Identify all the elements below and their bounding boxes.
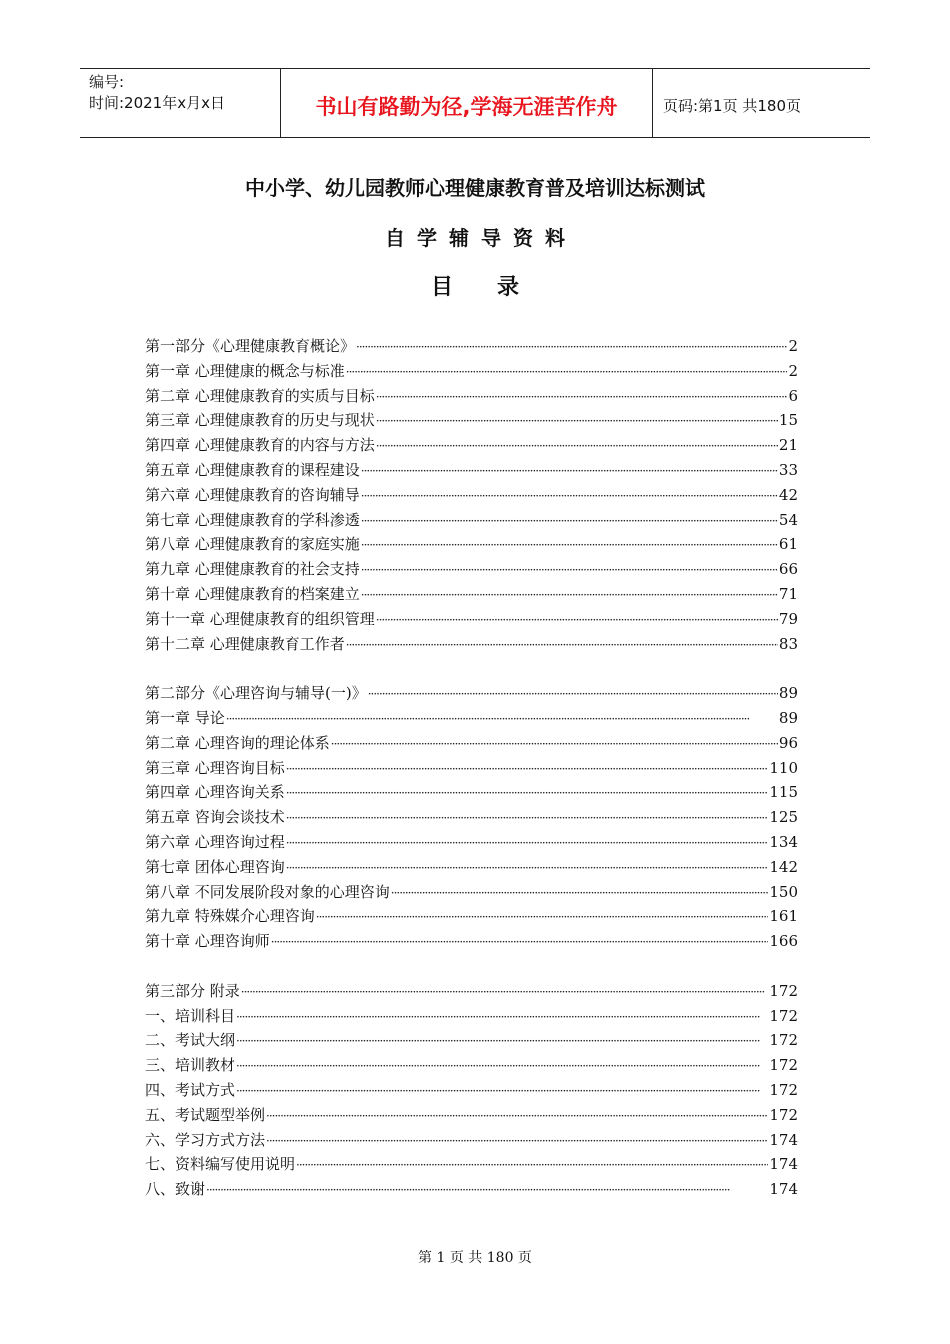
toc-entry-page: 172 <box>769 1080 798 1099</box>
toc-entry-page: 150 <box>769 882 798 901</box>
toc-entry-label: 第二章 心理咨询的理论体系 <box>145 733 330 752</box>
toc-entry-label: 第八章 心理健康教育的家庭实施 <box>145 535 360 554</box>
toc-entry-label: 第四章 心理咨询关系 <box>145 783 285 802</box>
toc-entry[interactable] <box>145 582 798 607</box>
toc-entry[interactable] <box>145 1152 798 1177</box>
toc-heading: 目录 <box>430 275 563 300</box>
toc-entry-label: 第三章 心理咨询目标 <box>145 758 285 777</box>
toc-entry-label: 第一章 心理健康的概念与标准 <box>145 361 345 380</box>
toc-entry-page: 89 <box>778 708 798 727</box>
toc-entry[interactable] <box>145 830 798 855</box>
toc-leader-dots <box>296 1153 768 1178</box>
toc-entry[interactable] <box>145 458 798 483</box>
toc-entry-label: 第十章 心理健康教育的档案建立 <box>145 584 360 603</box>
toc-entry[interactable] <box>145 384 798 409</box>
toc-entry-page: 134 <box>769 832 798 851</box>
toc-leader-dots <box>376 434 778 459</box>
toc-entry-label: 三、培训教材 <box>145 1056 236 1075</box>
toc-entry[interactable] <box>145 904 798 929</box>
document-subtitle: 自学辅导资料 <box>385 226 577 250</box>
toc-entry-label: 第七章 心理健康教育的学科渗透 <box>145 510 360 529</box>
toc-entry[interactable] <box>145 508 798 533</box>
toc-leader-dots <box>241 980 769 1005</box>
toc-leader-dots <box>206 1178 768 1203</box>
date-label: 时间:2021年x月x日 <box>89 94 225 112</box>
toc-entry-label: 七、资料编写使用说明 <box>145 1155 296 1174</box>
toc-leader-dots <box>361 509 778 534</box>
toc-leader-dots <box>271 930 769 955</box>
toc-entry-label: 第二章 心理健康教育的实质与目标 <box>145 386 375 405</box>
toc-leader-dots <box>361 459 778 484</box>
toc-entry-label: 第二部分《心理咨询与辅导(一)》 <box>145 684 367 703</box>
toc-entry-page: 115 <box>769 783 798 802</box>
toc-section-part1 <box>145 334 798 656</box>
toc-entry-page: 172 <box>769 1056 798 1075</box>
toc-entry-page: 174 <box>769 1130 798 1149</box>
toc-entry[interactable] <box>145 557 798 582</box>
toc-entry[interactable] <box>145 880 798 905</box>
toc-entry[interactable] <box>145 607 798 632</box>
toc-entry[interactable] <box>145 1004 798 1029</box>
toc-leader-dots <box>286 831 769 856</box>
toc-entry[interactable] <box>145 1028 798 1053</box>
toc-entry-label: 第十二章 心理健康教育工作者 <box>145 634 345 653</box>
toc-leader-dots <box>361 558 778 583</box>
toc-entry-page: 172 <box>769 1031 798 1050</box>
toc-entry-page: 54 <box>778 510 798 529</box>
toc-entry[interactable] <box>145 681 798 706</box>
toc-entry-page: 79 <box>778 609 798 628</box>
toc-entry-label: 一、培训科目 <box>145 1006 236 1025</box>
toc-leader-dots <box>361 533 778 558</box>
toc-entry[interactable] <box>145 433 798 458</box>
toc-entry[interactable] <box>145 706 798 731</box>
toc-entry-page: 96 <box>778 733 798 752</box>
toc-entry-page: 110 <box>769 758 798 777</box>
header-meta <box>80 69 280 137</box>
toc-leader-dots <box>286 781 769 806</box>
toc-entry[interactable] <box>145 979 798 1004</box>
document-title: 中小学、幼儿园教师心理健康教育普及培训达标测试 <box>245 176 705 200</box>
toc-entry-page: 61 <box>778 535 798 554</box>
toc-entry[interactable] <box>145 632 798 657</box>
toc-spacer <box>145 954 798 979</box>
toc-entry-label: 六、学习方式方法 <box>145 1130 266 1149</box>
toc-entry[interactable] <box>145 532 798 557</box>
toc-leader-dots <box>286 806 769 831</box>
toc-entry[interactable] <box>145 359 798 384</box>
toc-leader-dots <box>316 905 769 930</box>
toc-leader-dots <box>236 1029 768 1054</box>
toc-entry-label: 第一部分《心理健康教育概论》 <box>145 337 356 355</box>
toc-leader-dots <box>236 1054 768 1079</box>
toc-entry[interactable] <box>145 483 798 508</box>
toc-leader-dots <box>236 1079 768 1104</box>
toc-leader-dots <box>346 360 788 385</box>
toc-entry[interactable] <box>145 1128 798 1153</box>
toc-leader-dots <box>286 856 769 881</box>
toc-section-part3 <box>145 979 798 1202</box>
header-table <box>80 68 870 138</box>
toc-entry[interactable] <box>145 1103 798 1128</box>
toc-entry-page: 174 <box>769 1155 798 1174</box>
toc-leader-dots <box>356 335 787 360</box>
toc-leader-dots <box>368 682 778 707</box>
toc-entry-label: 第六章 心理咨询过程 <box>145 832 285 851</box>
toc-entry-label: 第八章 不同发展阶段对象的心理咨询 <box>145 882 390 901</box>
toc-leader-dots <box>391 881 769 906</box>
toc-entry-label: 第三章 心理健康教育的历史与现状 <box>145 411 375 430</box>
toc-entry-page: 125 <box>769 808 798 827</box>
toc-entry-label: 第四章 心理健康教育的内容与方法 <box>145 436 375 455</box>
page-footer: 第 1 页 共 180 页 <box>418 1250 532 1266</box>
toc-entry-page: 89 <box>778 684 798 703</box>
toc-entry-label: 第十一章 心理健康教育的组织管理 <box>145 609 375 628</box>
toc-leader-dots <box>236 1005 768 1030</box>
toc-leader-dots <box>376 385 788 410</box>
toc-section-part2 <box>145 681 798 954</box>
toc-entry-label: 二、考试大纲 <box>145 1031 236 1050</box>
toc-entry-page: 71 <box>778 584 798 603</box>
toc-leader-dots <box>226 707 778 732</box>
toc-entry-label: 第九章 特殊媒介心理咨询 <box>145 907 315 926</box>
toc-entry-page: 33 <box>778 460 798 479</box>
toc-spacer <box>145 656 798 681</box>
toc-entry-page: 174 <box>769 1180 798 1199</box>
toc-leader-dots <box>286 757 769 782</box>
toc-entry[interactable] <box>145 756 798 781</box>
toc-leader-dots <box>331 732 778 757</box>
toc-entry[interactable] <box>145 1177 798 1202</box>
toc-entry-page: 2 <box>788 337 798 355</box>
toc-leader-dots <box>266 1129 768 1154</box>
toc-entry-label: 四、考试方式 <box>145 1080 236 1099</box>
toc-entry-label: 第九章 心理健康教育的社会支持 <box>145 560 360 579</box>
toc-entry[interactable] <box>145 731 798 756</box>
toc-entry-label: 第五章 心理健康教育的课程建设 <box>145 460 360 479</box>
toc-entry-label: 第七章 团体心理咨询 <box>145 857 285 876</box>
toc-entry-page: 166 <box>769 932 798 951</box>
toc-entry-page: 172 <box>769 1006 798 1025</box>
code-label: 编号: <box>89 73 125 91</box>
toc-entry-page: 42 <box>778 485 798 504</box>
toc-entry-page: 142 <box>769 857 798 876</box>
toc-entry-page: 83 <box>778 634 798 653</box>
toc-entry[interactable] <box>145 1053 798 1078</box>
toc-entry-page: 6 <box>788 386 798 405</box>
header-page-info: 页码:第1页 共180页 <box>663 96 801 115</box>
toc-leader-dots <box>376 409 778 434</box>
toc-entry[interactable] <box>145 929 798 954</box>
table-of-contents <box>145 334 798 1202</box>
toc-entry-page: 15 <box>778 411 798 430</box>
toc-entry[interactable] <box>145 408 798 433</box>
toc-leader-dots <box>346 633 778 658</box>
toc-entry[interactable] <box>145 780 798 805</box>
toc-entry[interactable] <box>145 334 798 359</box>
toc-entry-label: 第一章 导论 <box>145 708 225 727</box>
toc-entry[interactable] <box>145 855 798 880</box>
toc-entry-page: 66 <box>778 560 798 579</box>
toc-entry-label: 五、考试题型举例 <box>145 1105 266 1124</box>
toc-leader-dots <box>376 608 778 633</box>
toc-entry-page: 161 <box>769 907 798 926</box>
toc-leader-dots <box>266 1104 768 1129</box>
toc-entry-page: 21 <box>778 436 798 455</box>
toc-entry-page: 2 <box>788 361 798 380</box>
toc-entry-page: 172 <box>769 981 798 1000</box>
toc-leader-dots <box>361 583 778 608</box>
toc-entry-label: 八、致谢 <box>145 1180 206 1199</box>
toc-entry-label: 第十章 心理咨询师 <box>145 932 270 951</box>
toc-entry-page: 172 <box>769 1105 798 1124</box>
toc-entry[interactable] <box>145 805 798 830</box>
toc-entry-label: 第五章 咨询会谈技术 <box>145 808 285 827</box>
toc-entry[interactable] <box>145 1078 798 1103</box>
toc-leader-dots <box>361 484 778 509</box>
header-motto: 书山有路勤为径,学海无涯苦作舟 <box>280 69 653 137</box>
toc-entry-label: 第六章 心理健康教育的咨询辅导 <box>145 485 360 504</box>
toc-entry-label: 第三部分 附录 <box>145 981 240 1000</box>
